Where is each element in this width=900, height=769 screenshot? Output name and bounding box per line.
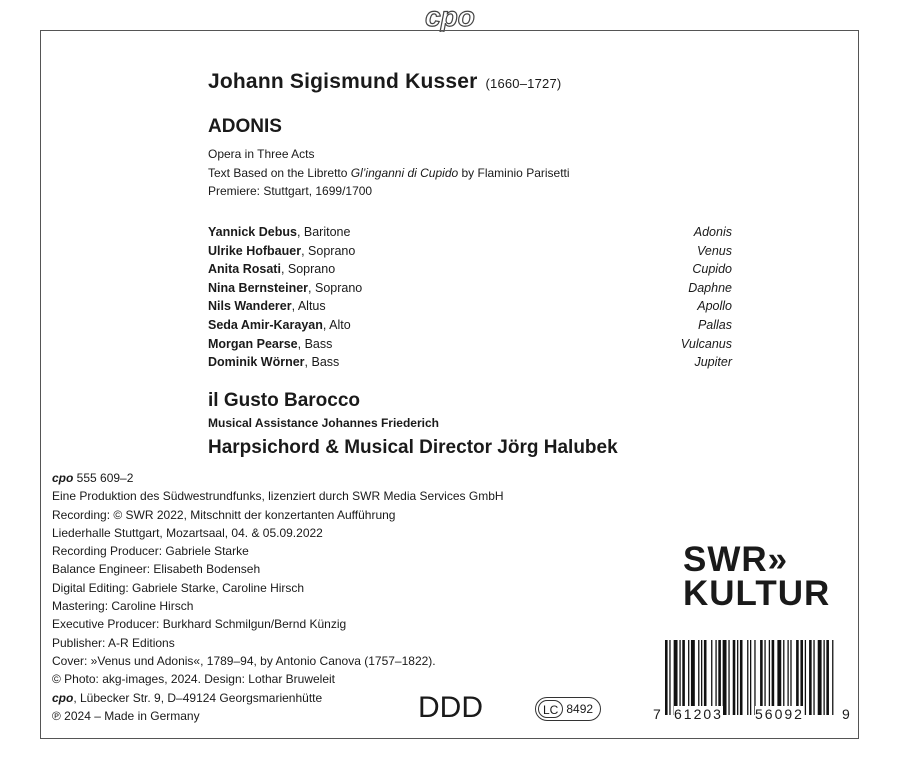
barcode-bar <box>704 640 707 715</box>
credit-line: © Photo: akg-images, 2024. Design: Lothar Bruweleit <box>52 672 335 687</box>
catalog-number <box>52 469 592 487</box>
voice-type: , Soprano <box>308 280 363 295</box>
cast-list <box>208 223 732 372</box>
production-credits <box>52 469 592 725</box>
work-subtitle <box>208 145 570 201</box>
barcode-bar <box>760 640 763 715</box>
singer-name: Morgan Pearse <box>208 336 298 351</box>
label-code <box>535 697 601 721</box>
ensemble-name: il Gusto Barocco <box>208 390 361 411</box>
singer-name: Yannick Debus <box>208 225 297 239</box>
voice-type: , Altus <box>291 299 326 314</box>
musical-director: Harpsichord & Musical Director Jörg Halubek <box>208 437 618 458</box>
voice-type: , Baritone <box>296 225 351 239</box>
barcode-group-1: 61203 <box>674 706 723 722</box>
barcode-bar <box>790 640 791 715</box>
barcode <box>665 640 835 715</box>
credit-line: Publisher: A-R Editions <box>52 635 175 650</box>
subtitle-line-1: Opera in Three Acts <box>208 147 315 161</box>
barcode-bar <box>826 640 829 715</box>
kultur-text: KULTUR <box>683 574 831 613</box>
credit-line: Executive Producer: Burkhard Schmilgun/Bernd Künzig <box>52 617 347 632</box>
credit-line: Recording Producer: Gabriele Starke <box>52 544 249 559</box>
voice-type: , Bass <box>304 355 340 370</box>
barcode-bar <box>805 640 806 715</box>
barcode-bar <box>679 640 680 715</box>
singer-name: Anita Rosati <box>208 262 281 277</box>
singer-name: Ulrike Hofbauer <box>208 243 302 258</box>
composer-name: Johann Sigismund Kusser <box>208 70 478 93</box>
voice-type: , Soprano <box>301 243 356 258</box>
work-title: ADONIS <box>208 116 282 137</box>
lc-number: 8492 <box>566 702 594 716</box>
cast-row <box>208 297 732 316</box>
libretto-author: by Flaminio Parisetti <box>458 165 570 180</box>
barcode-group-2: 56092 <box>755 706 804 722</box>
barcode-bar <box>750 640 751 715</box>
credit-line: Eine Produktion des Südwestrundfunks, lizenziert durch SWR Media Services GmbH <box>52 489 504 504</box>
swr-logo-top <box>683 540 830 579</box>
address-text: , Lübecker Str. 9, D–49124 Georgsmarienhütte <box>73 690 323 705</box>
barcode-last-digit: 9 <box>842 706 850 722</box>
voice-type: , Alto <box>322 317 351 332</box>
credit-line: Cover: »Venus und Adonis«, 1789–94, by Antonio Canova (1757–1822). <box>52 653 436 668</box>
barcode-bar <box>764 640 765 715</box>
barcode-bar <box>665 640 668 715</box>
barcode-bar <box>715 640 716 715</box>
barcode-bar <box>754 640 755 715</box>
barcode-bar <box>723 640 727 715</box>
cast-row <box>208 353 732 372</box>
singer-name: Seda Amir-Karayan <box>208 317 323 332</box>
barcode-bar <box>769 640 770 715</box>
barcode-bar <box>740 640 743 715</box>
barcode-first-digit: 7 <box>653 706 661 722</box>
libretto-title: Gl’inganni di Cupido <box>350 165 459 180</box>
barcode-bar <box>698 640 699 715</box>
barcode-bar <box>728 640 729 715</box>
barcode-bar <box>733 640 736 715</box>
role-name: Daphne <box>688 280 732 295</box>
barcode-bar <box>813 640 814 715</box>
barcode-bar <box>809 640 812 715</box>
barcode-bar <box>674 640 678 715</box>
barcode-bar <box>669 640 670 715</box>
credit-line: Recording: © SWR 2022, Mitschnitt der konzertanten Aufführung <box>52 507 396 522</box>
role-name: Adonis <box>693 225 732 239</box>
cast-row <box>208 279 732 298</box>
role-name: Jupiter <box>694 355 732 370</box>
barcode-bar <box>772 640 775 715</box>
role-name: Cupido <box>692 262 732 277</box>
cast-row <box>208 260 732 279</box>
cpo-logo <box>410 2 490 32</box>
label-address <box>52 689 592 707</box>
role-name: Apollo <box>697 299 732 314</box>
barcode-bar <box>718 640 721 715</box>
ddd-code: DDD <box>418 691 483 724</box>
role-name: Pallas <box>697 317 732 332</box>
barcode-bar <box>800 640 803 715</box>
singer-name: Dominik Wörner <box>208 355 305 370</box>
cast-row <box>208 242 732 261</box>
barcode-bar <box>832 640 833 715</box>
barcode-bar <box>818 640 822 715</box>
lc-label: LC <box>538 700 563 718</box>
barcode-bar <box>691 640 695 715</box>
subtitle-line-2 <box>208 164 570 183</box>
barcode-bar <box>823 640 824 715</box>
barcode-bar <box>787 640 788 715</box>
subtitle-line-3: Premiere: Stuttgart, 1699/1700 <box>208 184 373 198</box>
barcode-bar <box>682 640 685 715</box>
barcode-bar <box>747 640 748 715</box>
cast-row <box>208 316 732 335</box>
voice-type: , Bass <box>297 336 333 351</box>
composer-dates: (1660–1727) <box>485 76 562 91</box>
swr-chevrons: » <box>767 540 789 579</box>
catalog-number-value: 555 609–2 <box>73 471 134 485</box>
swr-kultur-logo <box>683 540 831 613</box>
barcode-bar <box>777 640 781 715</box>
cpo-brand: cpo <box>52 690 74 705</box>
voice-type: , Soprano <box>280 262 336 277</box>
barcode-bar <box>688 640 689 715</box>
barcode-bar <box>701 640 702 715</box>
credit-line: Liederhalle Stuttgart, Mozartsaal, 04. & 05.09.2022 <box>52 525 323 540</box>
cast-row <box>208 335 732 354</box>
libretto-prefix: Text Based on the Libretto <box>208 165 351 180</box>
musical-assistance: Musical Assistance Johannes Friederich <box>208 416 439 430</box>
barcode-bar <box>783 640 784 715</box>
swr-text: SWR <box>683 540 768 579</box>
credit-line: Balance Engineer: Elisabeth Bodenseh <box>52 562 261 577</box>
singer-name: Nina Bernsteiner <box>208 280 309 295</box>
cast-row <box>208 223 732 242</box>
credit-line: Mastering: Caroline Hirsch <box>52 599 194 614</box>
barcode-bar <box>737 640 738 715</box>
barcode-bar <box>796 640 799 715</box>
made-in-line: ℗ 2024 – Made in Germany <box>52 708 200 723</box>
cpo-logo-text: cpo <box>425 2 475 32</box>
composer-heading <box>208 70 561 94</box>
role-name: Venus <box>697 243 732 258</box>
singer-name: Nils Wanderer <box>208 299 292 314</box>
role-name: Vulcanus <box>680 336 732 351</box>
barcode-bar <box>711 640 712 715</box>
cpo-brand: cpo <box>52 471 74 485</box>
credit-line: Digital Editing: Gabriele Starke, Caroline Hirsch <box>52 580 305 595</box>
